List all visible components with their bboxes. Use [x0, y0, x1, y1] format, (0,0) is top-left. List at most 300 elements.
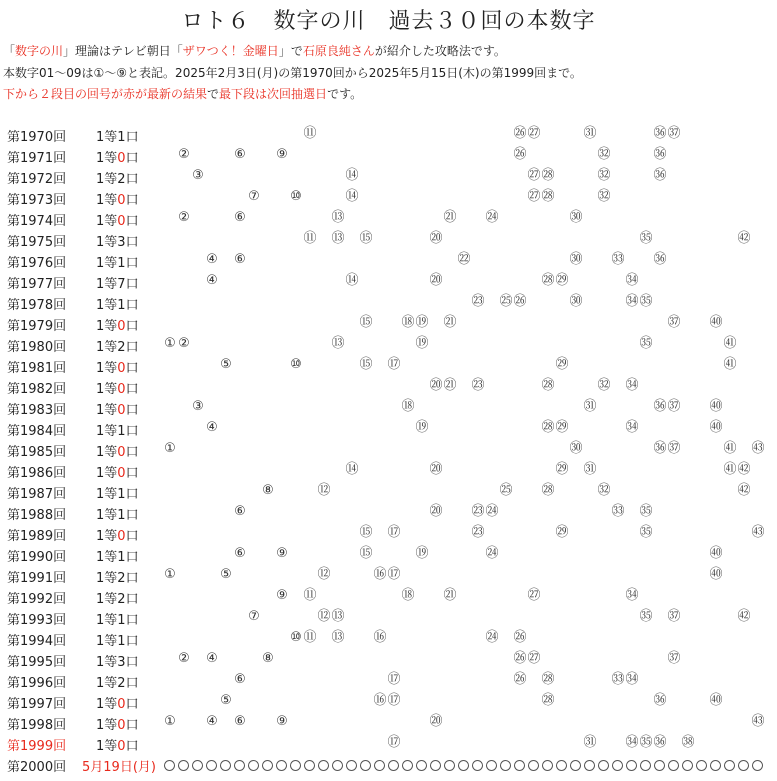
winning-number: ㉟	[639, 294, 653, 309]
prize-count: 7	[117, 277, 126, 292]
winning-number: ㉗	[527, 651, 541, 666]
empty-number-slot	[500, 760, 511, 771]
winning-number: ㉕	[499, 294, 513, 309]
prize-count: 1	[117, 298, 126, 313]
empty-number-slot	[304, 760, 315, 771]
first-prize-count	[96, 483, 139, 502]
empty-number-slot	[276, 760, 287, 771]
winning-number: ⑭	[345, 273, 359, 288]
winning-number: ⑳	[429, 504, 443, 519]
winning-number: ⑫	[317, 567, 331, 582]
empty-number-slot	[318, 760, 329, 771]
winning-number: ㉖	[513, 126, 527, 141]
winning-number: ⑨	[276, 714, 288, 729]
winning-number: ㉙	[555, 273, 569, 288]
prize-count: 3	[117, 655, 126, 670]
winning-number: ⑧	[262, 483, 274, 498]
empty-number-slot	[178, 760, 189, 771]
prize-text: 口	[125, 487, 139, 502]
empty-number-slot	[654, 760, 665, 771]
prize-count: 0	[117, 739, 126, 754]
winning-number: ④	[206, 651, 218, 666]
winning-number: ⑳	[429, 231, 443, 246]
winning-number: ㉝	[611, 672, 625, 687]
winning-number: ㊸	[751, 525, 765, 540]
winning-number: ⑩	[290, 189, 302, 204]
empty-number-slot	[626, 760, 637, 771]
prize-text: 口	[125, 550, 139, 565]
winning-number: ㊱	[653, 252, 667, 267]
prize-count: 0	[117, 382, 126, 397]
winning-number: ⑮	[359, 357, 373, 372]
page-title: ロト６ 数字の川 過去３０回の本数字	[181, 9, 596, 34]
prize-text: 口	[125, 697, 139, 712]
winning-number: ㉑	[443, 210, 457, 225]
prize-text: 1等	[96, 676, 118, 691]
draw-number-label: 第1972回	[7, 172, 67, 187]
prize-text: 1等	[96, 466, 118, 481]
prize-count: 2	[117, 592, 126, 607]
prize-text: 口	[125, 361, 139, 376]
first-prize-count	[96, 651, 139, 670]
winning-number: ⑥	[234, 672, 246, 687]
prize-count: 0	[117, 466, 126, 481]
prize-text: 1等	[96, 319, 118, 334]
winning-number: ⑬	[331, 336, 345, 351]
winning-number: ⑩	[290, 630, 302, 645]
draw-number-label: 第1976回	[7, 256, 67, 271]
draw-number-label: 第1982回	[7, 382, 67, 397]
empty-number-slot	[738, 760, 749, 771]
empty-number-slot	[206, 760, 217, 771]
first-prize-count	[96, 504, 139, 523]
prize-count: 1	[117, 634, 126, 649]
draw-number-label: 第1981回	[7, 361, 67, 376]
prize-text: 1等	[96, 298, 118, 313]
first-prize-count	[96, 315, 139, 334]
prize-text: 1等	[96, 256, 118, 271]
first-prize-count	[96, 462, 139, 481]
prize-text: 1等	[96, 130, 118, 145]
winning-number: ⑤	[220, 357, 232, 372]
draw-number-label: 第1987回	[7, 487, 67, 502]
first-prize-count	[96, 273, 139, 292]
winning-number: ㉕	[499, 483, 513, 498]
winning-number: ⑰	[387, 735, 401, 750]
draw-number-label: 第1970回	[7, 130, 67, 145]
winning-number: ㉓	[471, 504, 485, 519]
prize-count: 3	[117, 235, 126, 250]
winning-number: ⑲	[415, 315, 429, 330]
first-prize-count	[96, 630, 139, 649]
prize-count: 0	[117, 214, 126, 229]
prize-count: 0	[117, 445, 126, 460]
winning-number: ①	[164, 567, 176, 582]
empty-number-slot	[570, 760, 581, 771]
winning-number: ③	[192, 168, 204, 183]
prize-text: 1等	[96, 571, 118, 586]
empty-number-slot	[514, 760, 525, 771]
winning-number: ㉚	[569, 294, 583, 309]
prize-count: 2	[117, 676, 126, 691]
winning-number: ㉜	[597, 189, 611, 204]
winning-number: ⑲	[415, 546, 429, 561]
winning-number: ㊷	[737, 462, 751, 477]
winning-number: ⑰	[387, 693, 401, 708]
winning-number: ㉘	[541, 189, 555, 204]
prize-text: 口	[125, 718, 139, 733]
draw-number-label: 第1986回	[7, 466, 67, 481]
first-prize-count	[96, 714, 139, 733]
empty-number-slot	[374, 760, 385, 771]
draw-number-label: 第1995回	[7, 655, 67, 670]
winning-number: ⑳	[429, 273, 443, 288]
winning-number: ⑭	[345, 462, 359, 477]
winning-number: ④	[206, 420, 218, 435]
first-prize-count	[96, 420, 139, 439]
winning-number: ⑬	[331, 231, 345, 246]
prize-count: 0	[117, 361, 126, 376]
winning-number: ㊲	[667, 399, 681, 414]
winning-number: ㉙	[555, 420, 569, 435]
winning-number: ㉜	[597, 147, 611, 162]
prize-text: 1等	[96, 151, 118, 166]
winning-number: ㊸	[751, 714, 765, 729]
winning-number: ①	[164, 714, 176, 729]
winning-number: ⑪	[303, 630, 317, 645]
prize-text: 1等	[96, 529, 118, 544]
winning-number: ㊵	[709, 567, 723, 582]
winning-number: ⑰	[387, 567, 401, 582]
winning-number: ㊲	[667, 126, 681, 141]
prize-text: 口	[125, 382, 139, 397]
prize-text: 口	[125, 655, 139, 670]
winning-number: ⑪	[303, 231, 317, 246]
intro-highlight: 最下段は次回抽選日	[219, 87, 328, 101]
winning-number: ⑮	[359, 231, 373, 246]
winning-number: ⑤	[220, 567, 232, 582]
prize-text: 口	[125, 592, 139, 607]
prize-text: 1等	[96, 382, 118, 397]
prize-text: 1等	[96, 172, 118, 187]
prize-text: 1等	[96, 718, 118, 733]
prize-text: 1等	[96, 340, 118, 355]
empty-number-slot	[612, 760, 623, 771]
draw-number-label: 第1974回	[7, 214, 67, 229]
winning-number: ⑧	[262, 651, 274, 666]
winning-number: ⑨	[276, 546, 288, 561]
winning-number: ㉗	[527, 168, 541, 183]
winning-number: ㉝	[611, 504, 625, 519]
prize-count: 1	[117, 508, 126, 523]
winning-number: ⑯	[373, 693, 387, 708]
next-draw-date: 5月19日(月)	[82, 760, 156, 775]
draw-number-label: 第1979回	[7, 319, 67, 334]
empty-number-slot	[360, 760, 371, 771]
empty-number-slot	[416, 760, 427, 771]
winning-number: ㊱	[653, 735, 667, 750]
winning-number: ㉗	[527, 126, 541, 141]
prize-count: 0	[117, 718, 126, 733]
intro-highlight: 回号が赤が最新の結果	[87, 87, 208, 101]
prize-count: 1	[117, 613, 126, 628]
winning-number: ㊱	[653, 126, 667, 141]
winning-number: ㉔	[485, 630, 499, 645]
winning-number: ㉚	[569, 252, 583, 267]
intro-highlight: 石原良純さん	[302, 44, 375, 58]
first-prize-count	[96, 231, 139, 250]
draw-number-label: 第1990回	[7, 550, 67, 565]
winning-number: ㉟	[639, 504, 653, 519]
prize-text: 口	[125, 508, 139, 523]
winning-number: ㉝	[611, 252, 625, 267]
prize-text: 口	[125, 445, 139, 460]
winning-number: ㊵	[709, 546, 723, 561]
winning-number: ⑥	[234, 546, 246, 561]
prize-count: 2	[117, 571, 126, 586]
winning-number: ㉖	[513, 672, 527, 687]
first-prize-count	[96, 546, 139, 565]
prize-text: 口	[125, 172, 139, 187]
winning-number: ⑲	[415, 336, 429, 351]
winning-number: ㉒	[457, 252, 471, 267]
winning-number: ①	[164, 336, 176, 351]
winning-number: ㊲	[667, 315, 681, 330]
winning-number: ㉗	[527, 588, 541, 603]
first-prize-count	[96, 399, 139, 418]
draw-number-label: 第1991回	[7, 571, 67, 586]
winning-number: ⑮	[359, 315, 373, 330]
prize-count: 2	[117, 172, 126, 187]
winning-number: ④	[206, 252, 218, 267]
prize-text: 口	[125, 298, 139, 313]
prize-count: 1	[117, 487, 126, 502]
intro-highlight: 数字の川	[15, 44, 64, 58]
intro-text: 」で	[278, 44, 303, 58]
winning-number: ㉖	[513, 651, 527, 666]
winning-number: ㉜	[597, 378, 611, 393]
winning-number: ㊵	[709, 399, 723, 414]
prize-text: 1等	[96, 739, 118, 754]
prize-count: 0	[117, 697, 126, 712]
winning-number: ㊱	[653, 399, 667, 414]
prize-count: 2	[117, 340, 126, 355]
prize-count: 0	[117, 193, 126, 208]
prize-text: 1等	[96, 214, 118, 229]
winning-number: ㊶	[723, 357, 737, 372]
winning-number: ⑰	[387, 357, 401, 372]
draw-number-label: 第1975回	[7, 235, 67, 250]
winning-number: ⑬	[331, 630, 345, 645]
winning-number: ㉔	[485, 504, 499, 519]
winning-number: ㉑	[443, 588, 457, 603]
prize-text: 口	[125, 676, 139, 691]
prize-text: 口	[125, 256, 139, 271]
winning-number: ㊲	[667, 441, 681, 456]
winning-number: ㊷	[737, 609, 751, 624]
prize-count: 1	[117, 550, 126, 565]
prize-text: 1等	[96, 508, 118, 523]
empty-number-slot	[668, 760, 679, 771]
winning-number: ㊶	[723, 336, 737, 351]
winning-number: ㉘	[541, 483, 555, 498]
winning-number: ㊷	[737, 231, 751, 246]
winning-number: ㉞	[625, 735, 639, 750]
winning-number: ㉞	[625, 273, 639, 288]
winning-number: ②	[178, 651, 190, 666]
draw-number-label: 第1973回	[7, 193, 67, 208]
empty-number-slot	[542, 760, 553, 771]
first-prize-count	[96, 147, 139, 166]
winning-number: ⑩	[290, 357, 302, 372]
prize-count: 0	[117, 403, 126, 418]
first-prize-count	[96, 441, 139, 460]
winning-number: ㉞	[625, 588, 639, 603]
winning-number: ⑮	[359, 525, 373, 540]
empty-number-slot	[388, 760, 399, 771]
draw-number-label: 第1985回	[7, 445, 67, 460]
prize-text: 口	[125, 277, 139, 292]
empty-number-slot	[248, 760, 259, 771]
winning-number: ㉚	[569, 210, 583, 225]
winning-number: ㉖	[513, 294, 527, 309]
empty-number-slot	[752, 760, 763, 771]
empty-number-slot	[696, 760, 707, 771]
prize-text: 1等	[96, 634, 118, 649]
winning-number: ②	[178, 210, 190, 225]
winning-number: ⑪	[303, 126, 317, 141]
prize-text: 1等	[96, 655, 118, 670]
winning-number: ㉘	[541, 672, 555, 687]
prize-text: 口	[125, 529, 139, 544]
empty-number-slot	[724, 760, 735, 771]
draw-number-label: 第1994回	[7, 634, 67, 649]
winning-number: ㉟	[639, 525, 653, 540]
intro-line-2: 本数字01〜09は①〜⑨と表記。2025年2月3日(月)の第1970回から2025年5月15日(木)の第1999回まで。	[3, 66, 582, 80]
empty-number-slot	[472, 760, 483, 771]
draw-number-label: 第1988回	[7, 508, 67, 523]
first-prize-count	[96, 168, 139, 187]
empty-number-slot	[164, 760, 175, 771]
winning-number: ㉟	[639, 231, 653, 246]
prize-text: 1等	[96, 613, 118, 628]
winning-number: ㉚	[569, 441, 583, 456]
winning-number: ㉟	[639, 735, 653, 750]
intro-highlight: ザワつく！金曜日	[182, 44, 279, 58]
prize-text: 1等	[96, 697, 118, 712]
winning-number: ㉟	[639, 336, 653, 351]
prize-text: 口	[125, 424, 139, 439]
empty-number-slot	[682, 760, 693, 771]
winning-number: ⑥	[234, 210, 246, 225]
winning-number: ㉘	[541, 693, 555, 708]
prize-text: 1等	[96, 277, 118, 292]
winning-number: ㉘	[541, 378, 555, 393]
winning-number: ㉛	[583, 399, 597, 414]
winning-number: ㊱	[653, 147, 667, 162]
empty-number-slot	[262, 760, 273, 771]
empty-number-slot	[346, 760, 357, 771]
winning-number: ㉙	[555, 357, 569, 372]
winning-number: ㉞	[625, 378, 639, 393]
winning-number: ㉞	[625, 420, 639, 435]
prize-text: 口	[125, 319, 139, 334]
prize-text: 口	[125, 466, 139, 481]
empty-number-slot	[640, 760, 651, 771]
winning-number: ⑤	[220, 693, 232, 708]
winning-number: ㊷	[737, 483, 751, 498]
prize-text: 1等	[96, 403, 118, 418]
first-prize-count	[96, 693, 139, 712]
winning-number: ③	[192, 399, 204, 414]
winning-number: ⑭	[345, 168, 359, 183]
prize-text: 1等	[96, 445, 118, 460]
winning-number: ⑬	[331, 609, 345, 624]
winning-number: ㉖	[513, 630, 527, 645]
winning-number: ⑥	[234, 147, 246, 162]
prize-text: 口	[125, 214, 139, 229]
prize-text: 1等	[96, 424, 118, 439]
winning-number: ④	[206, 714, 218, 729]
empty-number-slot	[598, 760, 609, 771]
winning-number: ㉜	[597, 168, 611, 183]
winning-number: ㊵	[709, 420, 723, 435]
winning-number: ②	[178, 147, 190, 162]
winning-number: ㊱	[653, 441, 667, 456]
winning-number: ㉖	[513, 147, 527, 162]
prize-text: 口	[125, 193, 139, 208]
winning-number: ㉘	[541, 420, 555, 435]
winning-number: ⑰	[387, 525, 401, 540]
first-prize-count	[96, 378, 139, 397]
winning-number: ⑬	[331, 210, 345, 225]
winning-number: ㉟	[639, 609, 653, 624]
first-prize-count	[96, 357, 139, 376]
winning-number: ⑥	[234, 714, 246, 729]
prize-text: 口	[125, 130, 139, 145]
intro-text: で	[207, 87, 220, 101]
winning-number: ㉑	[443, 315, 457, 330]
prize-count: 1	[117, 256, 126, 271]
prize-count: 0	[117, 319, 126, 334]
winning-number: ④	[206, 273, 218, 288]
first-prize-count	[96, 609, 139, 628]
winning-number: ㉘	[541, 273, 555, 288]
winning-number: ㊶	[723, 441, 737, 456]
winning-number: ⑱	[401, 315, 415, 330]
winning-number: ⑳	[429, 714, 443, 729]
empty-number-slot	[556, 760, 567, 771]
empty-number-slot	[234, 760, 245, 771]
prize-text: 1等	[96, 361, 118, 376]
winning-number: ㉓	[471, 294, 485, 309]
empty-number-slot	[528, 760, 539, 771]
prize-text: 口	[125, 571, 139, 586]
draw-number-label: 第1983回	[7, 403, 67, 418]
prize-text: 口	[125, 634, 139, 649]
prize-text: 口	[125, 340, 139, 355]
empty-number-slot	[444, 760, 455, 771]
winning-number: ⑫	[317, 483, 331, 498]
winning-number: ①	[164, 441, 176, 456]
empty-number-slot	[402, 760, 413, 771]
winning-number: ㊲	[667, 651, 681, 666]
winning-number: ⑱	[401, 588, 415, 603]
winning-number: ⑨	[276, 588, 288, 603]
winning-number: ㉞	[625, 672, 639, 687]
winning-number: ㉗	[527, 189, 541, 204]
prize-text: 口	[125, 235, 139, 250]
